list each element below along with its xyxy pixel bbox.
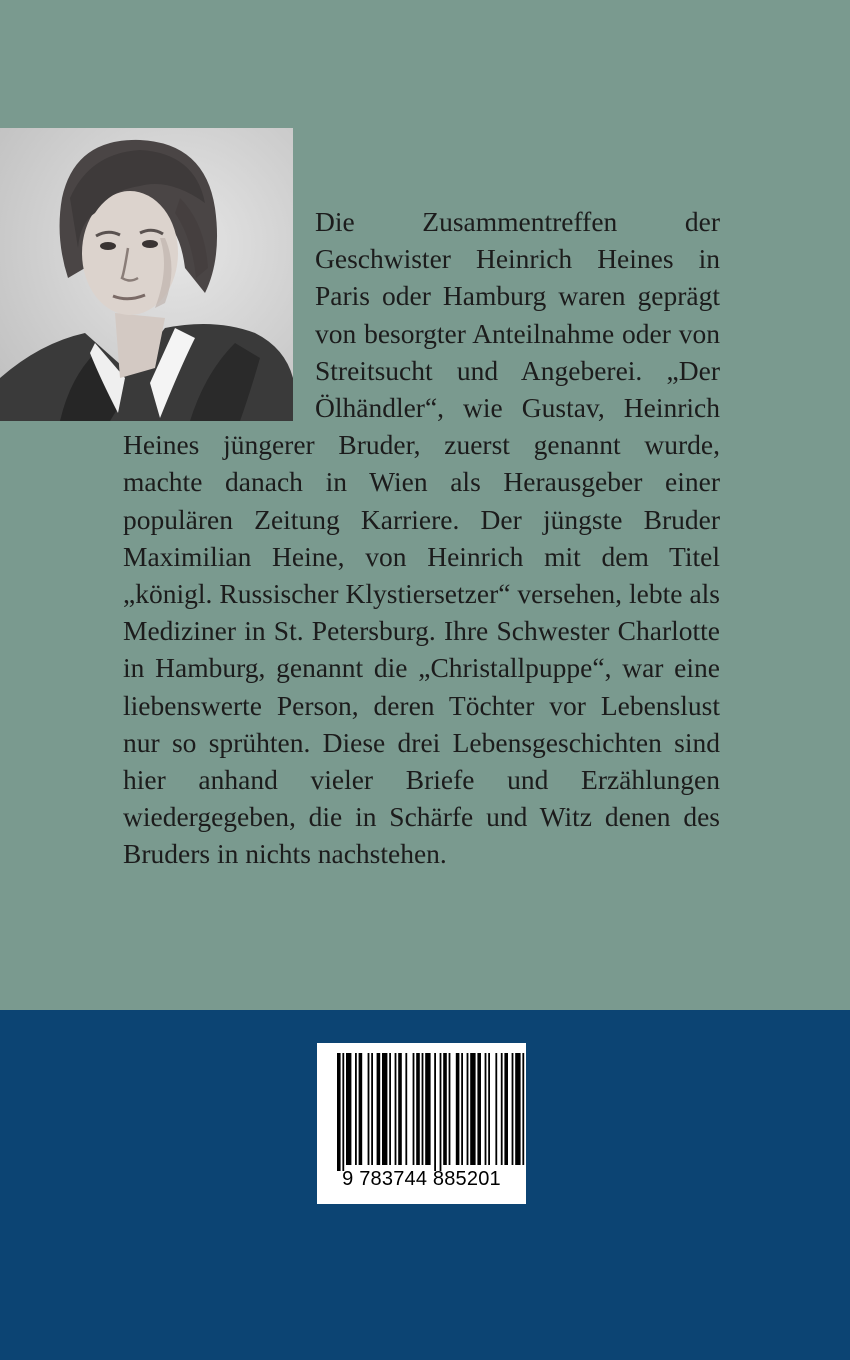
isbn-digits: 9 783744 885201 [342,1168,501,1190]
portrait-text-wrap [123,203,315,425]
isbn-barcode [317,1043,526,1204]
book-blurb [123,203,720,893]
blurb-text: Die Zusammentreffen der Geschwister Heinrich Heines in Paris oder Hamburg waren geprägt von besorgter Anteilnahme oder von Streitsucht und Angeberei. „Der Ölhändler“, wie Gustav, Heinrich Heines jüngerer Bruder, zuerst genannt wurde, machte danach in Wien als Herausgeber einer populären Zeitung Karriere. Der jüngste Bruder Maximilian Heine, von Heinrich mit dem Titel „königl. Russischer Klystiersetzer“ versehen, lebte als Mediziner in St. Petersburg. Ihre Schwester Charlotte in Hamburg, genannt die „Christallpuppe“, war eine liebenswerte Person, deren Töchter vor Lebenslust nur so sprühten. Diese drei Lebensgeschichten sind hier anhand vieler Briefe und Erzählungen wiedergegeben, die in Schärfe und Witz denen des Bruders in nichts nachstehen. [123,206,720,870]
